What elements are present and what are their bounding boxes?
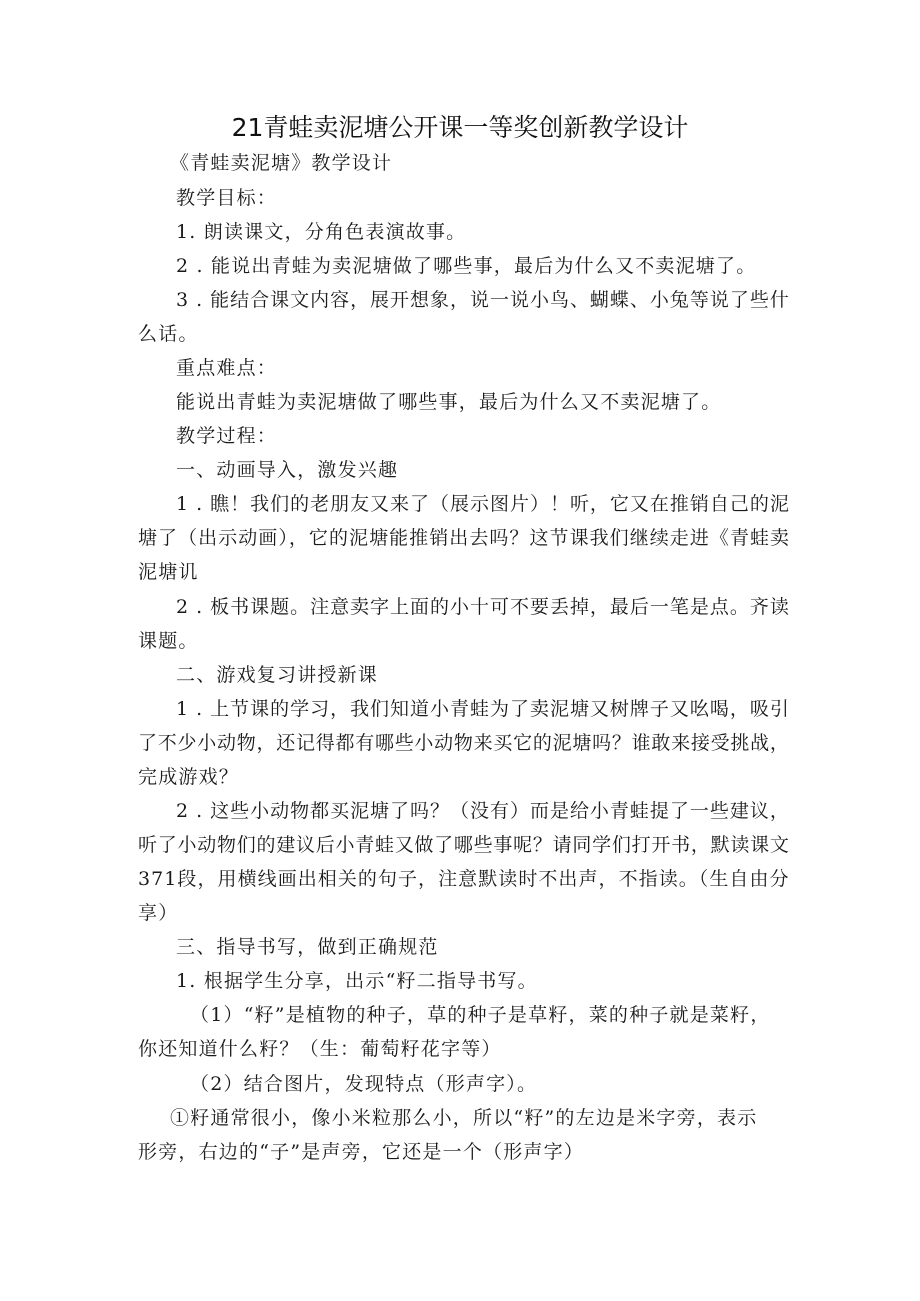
paragraph-line: 2 . 这些小动物都买泥塘了吗？（没有）而是给小青蛙提了一些建议， [176, 800, 790, 822]
paragraph-line: （1）“籽”是植物的种子，草的种子是草籽，菜的种子就是菜籽， [190, 1004, 771, 1026]
paragraph-line: 享） [138, 902, 179, 924]
paragraph-line: 了不少小动物，还记得都有哪些小动物来买它的泥塘吗？谁敢来接受挑战， [138, 732, 790, 754]
paragraph-line: 1. 朗读课文，分角色表演故事。 [176, 221, 467, 243]
paragraph-line: 塘了（出示动画），它的泥塘能推销出去吗？这节课我们继续走进《青蛙卖 [138, 527, 791, 549]
section-heading: 教学目标： [176, 187, 278, 209]
paragraph-line: 形旁，右边的“子”是声旁，它还是一个（形声字） [138, 1141, 585, 1163]
section-heading: 二、游戏复习讲授新课 [176, 664, 379, 686]
paragraph-line: 1 . 瞧！我们的老朋友又来了（展示图片）！听，它又在推销自己的泥 [176, 493, 790, 515]
paragraph-line: 么话。 [138, 323, 199, 345]
section-heading: 三、指导书写，做到正确规范 [176, 936, 439, 958]
paragraph-line: 2 . 板书课题。注意卖字上面的小十可不要丢掉，最后一笔是点。齐读 [176, 596, 790, 618]
paragraph-line: 听了小动物们的建议后小青蛙又做了哪些事呢？请同学们打开书，默读课文 [138, 834, 790, 856]
document-title: 21青蛙卖泥塘公开课一等奖创新教学设计 [231, 113, 689, 142]
paragraph-line: 3 . 能结合课文内容，展开想象，说一说小鸟、蝴蝶、小兔等说了些什 [176, 289, 790, 311]
subtitle: 《青蛙卖泥塘》教学设计 [170, 152, 393, 174]
paragraph-line: 能说出青蛙为卖泥塘做了哪些事，最后为什么又不卖泥塘了。 [176, 391, 722, 413]
section-heading: 教学过程： [176, 425, 278, 447]
paragraph-line: 1 . 上节课的学习，我们知道小青蛙为了卖泥塘又树牌子又吆喝，吸引 [176, 698, 790, 720]
paragraph-line: 课题。 [138, 630, 199, 652]
paragraph-line: 泥塘讥 [138, 561, 199, 583]
paragraph-line: 你还知道什么籽？（生：葡萄籽花字等） [138, 1038, 502, 1060]
paragraph-line: 2 . 能说出青蛙为卖泥塘做了哪些事，最后为什么又不卖泥塘了。 [176, 255, 757, 277]
section-heading: 一、动画导入，激发兴趣 [176, 459, 399, 481]
paragraph-line: 完成游戏？ [138, 766, 240, 788]
section-heading: 重点难点： [176, 357, 278, 379]
paragraph-line: 371段，用横线画出相关的句子，注意默读时不出声，不指读。（生自由分 [138, 868, 790, 890]
paragraph-line: （2）结合图片，发现特点（形声字）。 [190, 1073, 538, 1095]
paragraph-line: ①籽通常很小，像小米粒那么小，所以“籽”的左边是米字旁，表示 [170, 1107, 758, 1129]
paragraph-line: 1. 根据学生分享，出示“籽二指导书写。 [176, 970, 538, 992]
